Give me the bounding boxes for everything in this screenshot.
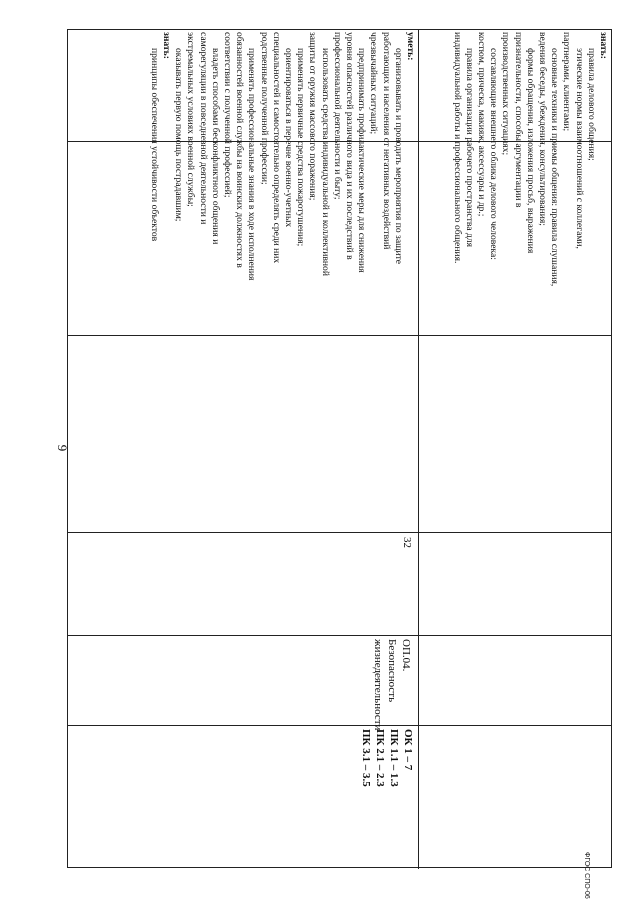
column-divider	[68, 532, 611, 533]
row-divider	[418, 30, 419, 869]
text-line: этические нормы взаимоотношений с коллегами,	[573, 48, 585, 249]
text-line: работающих и населения от негативных воздействий	[380, 32, 392, 250]
competency-code: ПК 1.1 – 1.3	[388, 729, 400, 787]
footer-standard-code: ФГОС СПО-06	[583, 852, 590, 899]
text-line: владеть способами бесконфликтного общения и	[209, 48, 221, 245]
competency-code: ПК 2.1 – 2.3	[374, 729, 386, 787]
text-line: предпринимать профилактические меры для снижения	[356, 48, 368, 273]
text-line: родственные полученной профессии;	[258, 32, 270, 185]
text-line: формы обращения, изложения просьб, выражения	[524, 48, 536, 254]
text-line: производственных ситуациях;	[500, 32, 512, 156]
text-line: принципы обеспечения устойчивости объектов	[148, 48, 160, 242]
text-line: правила делового общения;	[585, 48, 597, 161]
text-line: профессиональной деятельности и быту;	[331, 32, 343, 200]
column-divider	[68, 635, 611, 636]
text-line: индивидуальной работы и профессионального общения.	[451, 32, 463, 264]
competency-code: ПК 3.1 – 3.5	[360, 729, 372, 787]
text-line: основные техники и приемы общения: правила слушания,	[549, 48, 561, 287]
row1-description-cell	[421, 32, 609, 335]
text-line: правила организации рабочего пространства для	[463, 48, 475, 247]
competencies-cell	[345, 729, 415, 865]
text-line: экстремальных условиях военной службы;	[185, 32, 197, 207]
hours-value: 32	[401, 537, 413, 548]
competency-code: ОК 1 – 7	[402, 729, 414, 771]
text-line: применять первичные средства пожаротушения;	[295, 48, 307, 247]
row2-heading-know: знать:	[160, 32, 172, 59]
text-line: партнерами, клиентами;	[561, 32, 573, 132]
text-line: специальностей и самостоятельно определять среди них	[270, 32, 282, 264]
column-divider	[68, 725, 611, 726]
text-line: чрезвычайных ситуаций;	[368, 32, 380, 135]
text-line: оказывать первую помощь пострадавшим;	[173, 48, 185, 222]
row2-heading: уметь:	[405, 32, 416, 61]
text-line: защиты от оружия массового поражения;	[307, 32, 319, 201]
text-line: ведения беседы, убеждения, консультирования;	[536, 32, 548, 226]
text-line: саморегуляции в повседневной деятельности и	[197, 32, 209, 225]
curriculum-table	[67, 29, 612, 868]
row1-heading: знать:	[598, 32, 609, 59]
text-line: уровня опасностей различного вида и их последствий в	[343, 32, 355, 260]
text-line: организовывать и проводить мероприятия по защите	[392, 48, 404, 265]
text-line: ориентироваться в перечне военно-учетных	[282, 48, 294, 228]
text-line: соответствии с полученной профессией;	[221, 32, 233, 198]
discipline-name: ОП.04. Безопасность жизнедеятельности	[372, 639, 412, 731]
text-line: применять профессиональные знания в ходе исполнения	[246, 48, 258, 281]
text-line: составляющие внешнего облика делового человека:	[488, 48, 500, 260]
hours-cell	[353, 537, 413, 633]
column-divider	[68, 335, 611, 336]
text-line: использовать средства индивидуальной и коллективной	[319, 48, 331, 276]
text-line: обязанностей военной службы на воинских должностях в	[234, 32, 246, 268]
page-number: 9	[55, 444, 70, 452]
row2-description-cell	[68, 32, 416, 335]
text-line: костюм, прическа, макияж, аксессуары и др.;	[475, 32, 487, 217]
text-line: признательности, способы аргументации в	[512, 32, 524, 208]
discipline-cell	[333, 639, 413, 731]
